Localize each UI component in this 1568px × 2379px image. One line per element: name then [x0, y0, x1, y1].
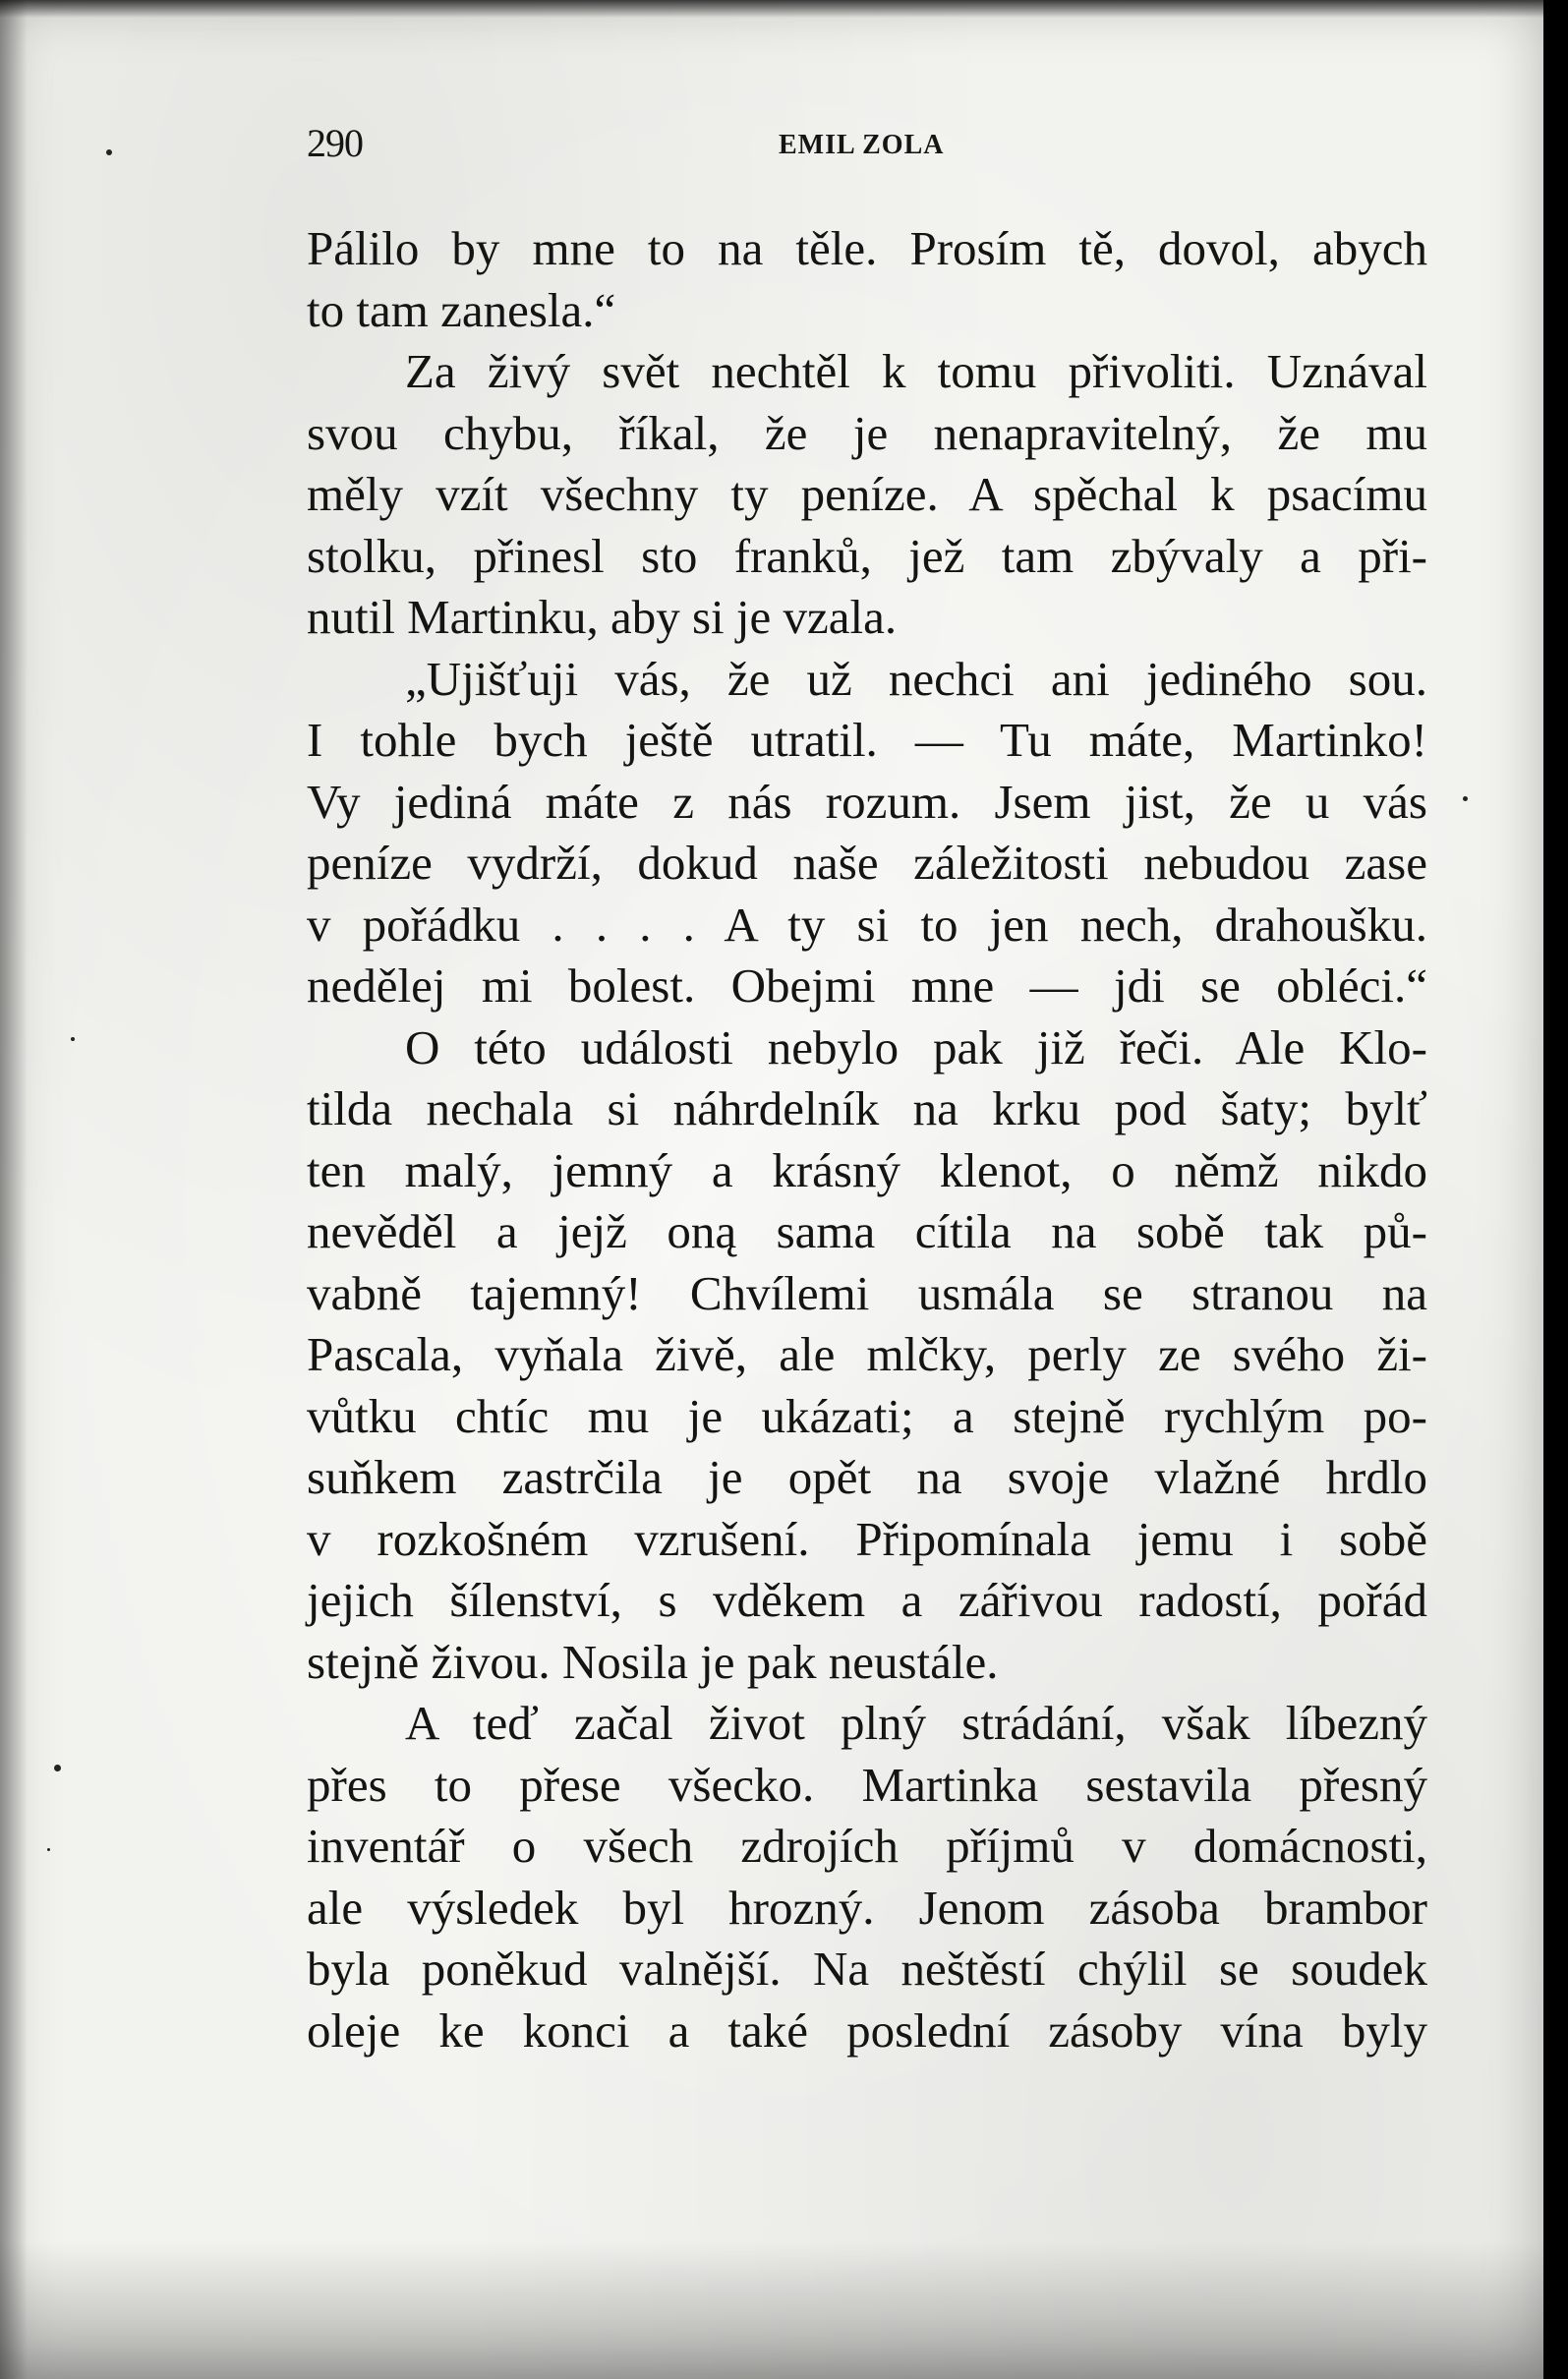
- text-line: vůtku chtíc mu je ukázati; a stejně rychlým po-: [307, 1388, 1427, 1443]
- text-line: vabně tajemný! Chvílemi usmála se stranou na: [307, 1265, 1427, 1320]
- text-line: I tohle bych ještě utratil. — Tu máte, Martinko!: [307, 713, 1427, 767]
- text-line: nutil Martinku, aby si je vzala.: [307, 590, 898, 644]
- text-line: suňkem zastrčila je opět na svoje vlažné hrdlo: [307, 1450, 1427, 1504]
- text-line: ten malý, jemný a krásný klenot, o němž nikdo: [307, 1142, 1427, 1197]
- text-line: Pascala, vyňala živě, ale mlčky, perly ze svého ži-: [307, 1327, 1427, 1381]
- text-line: ale výsledek byl hrozný. Jenom zásoba brambor: [307, 1880, 1427, 1935]
- text-line: tilda nechala si náhrdelník na krku pod šaty; bylť: [307, 1081, 1427, 1135]
- book-binding-edge: [1543, 0, 1568, 2379]
- text-line: oleje ke konci a také poslední zásoby vína byly: [307, 2002, 1427, 2058]
- speck-mark: [1463, 796, 1468, 801]
- text-line: inventář o všech zdrojích příjmů v domácnosti,: [307, 1819, 1427, 1873]
- speck-mark: [106, 149, 112, 155]
- page-header: [307, 120, 1427, 169]
- text-line: stejně živou. Nosila je pak neustále.: [307, 1634, 999, 1689]
- text-line: svou chybu, říkal, že je nenapravitelný, že mu: [307, 405, 1427, 460]
- text-line: A teď začal život plný strádání, však líbezný: [405, 1696, 1427, 1750]
- speck-mark: [54, 1765, 61, 1771]
- text-line: nedělej mi bolest. Obejmi mne — jdi se obléci.“: [307, 958, 1427, 1013]
- speck-mark: [71, 1037, 75, 1041]
- running-head: EMIL ZOLA: [779, 130, 945, 160]
- text-line: v rozkošném vzrušení. Připomínala jemu i sobě: [307, 1511, 1427, 1566]
- page-top-shadow: [0, 0, 1543, 18]
- text-line: peníze vydrží, dokud naše záležitosti nebudou zase: [307, 836, 1427, 890]
- text-line: stolku, přinesl sto franků, jež tam zbývaly a při-: [307, 528, 1427, 583]
- page-left-shadow: [0, 0, 28, 2379]
- text-line: to tam zanesla.“: [307, 282, 616, 337]
- text-line: v pořádku . . . . A ty si to jen nech, drahoušku.: [307, 897, 1427, 952]
- body-text: [307, 218, 1427, 2061]
- speck-mark: [47, 1848, 50, 1851]
- text-line: Pálilo by mne to na těle. Prosím tě, dovol, abych: [307, 221, 1427, 275]
- text-line: byla poněkud valnější. Na neštěstí chýlil se soudek: [307, 1942, 1427, 1996]
- text-line: Vy jediná máte z nás rozum. Jsem jist, že u vás: [307, 774, 1427, 829]
- page-number: 290: [307, 121, 363, 165]
- text-line: „Ujišťuji vás, že už nechci ani jediného sou.: [405, 651, 1427, 706]
- page-bottom-shadow: [0, 2241, 1543, 2379]
- text-line: O této události nebylo pak již řeči. Ale Klo-: [405, 1019, 1427, 1074]
- text-line: měly vzít všechny ty peníze. A spěchal k psacímu: [307, 467, 1427, 521]
- text-line: jejich šílenství, s vděkem a zářivou radostí, pořád: [307, 1573, 1427, 1627]
- text-line: nevěděl a jejž oną sama cítila na sobě tak pů-: [307, 1204, 1427, 1258]
- text-line: přes to přese všecko. Martinka sestavila přesný: [307, 1757, 1427, 1812]
- text-line: Za živý svět nechtěl k tomu přivoliti. Uznával: [405, 344, 1427, 398]
